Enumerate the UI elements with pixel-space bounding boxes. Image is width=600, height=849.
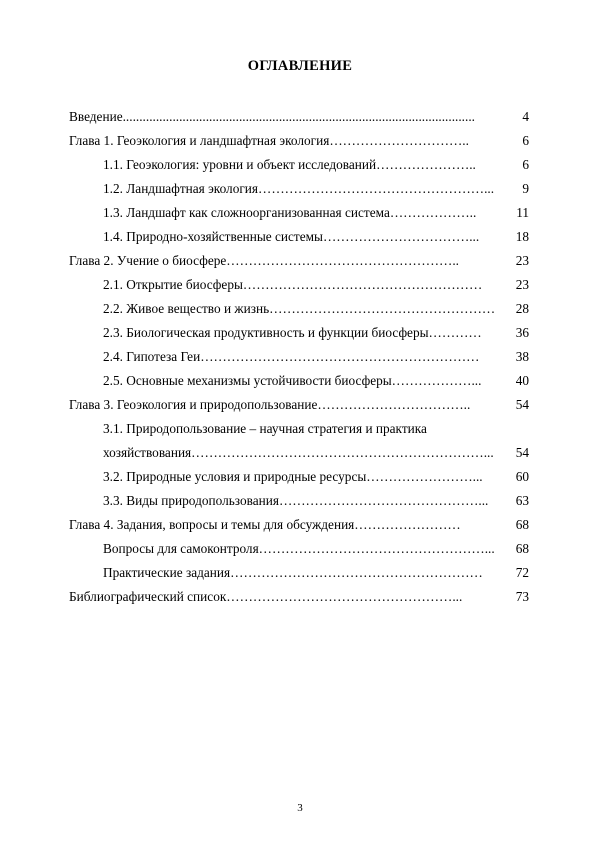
toc-entry (103, 204, 529, 222)
toc-entry (103, 444, 529, 462)
toc-entry (69, 516, 529, 534)
toc-entry (103, 492, 529, 510)
toc-entry-title: Глава 2. Учение о биосфере…………………………………………….. (69, 253, 459, 268)
toc-entry-page: 54 (515, 445, 529, 460)
toc-entry-title: Вопросы для самоконтроля……………………………………………... (103, 541, 495, 556)
toc-entry-title: 1.2. Ландшафтная экология……………………………………………... (103, 181, 495, 196)
toc-entry-title: 2.5. Основные механизмы устойчивости биосферы………………... (103, 373, 482, 388)
toc-entry (103, 324, 529, 342)
toc-entry-page: 28 (515, 301, 529, 316)
toc-entry-title: 2.1. Открытие биосферы……………………………………………… (103, 277, 483, 292)
toc-entry-title: Библиографический список……………………………………………... (69, 589, 463, 604)
toc-entry-page: 6 (522, 157, 529, 172)
toc-entry-page: 40 (515, 373, 529, 388)
toc-entry-page: 63 (515, 493, 529, 508)
toc-entry (103, 468, 529, 486)
toc-entry-title: 1.3. Ландшафт как сложноорганизованная система……………….. (103, 205, 477, 220)
toc-entry (103, 180, 529, 198)
toc-entry-title: Практические задания………………………………………………… (103, 565, 483, 580)
page-title: ОГЛАВЛЕНИЕ (247, 58, 353, 74)
page-number: 3 (297, 802, 303, 814)
toc-entry-title: 3.3. Виды природопользования………………………………………... (103, 493, 489, 508)
toc-entry (103, 540, 529, 558)
toc-entry-title: 2.2. Живое вещество и жизнь…………………………………………… (103, 301, 496, 316)
toc-entry (69, 396, 529, 414)
toc-entry-page: 9 (522, 181, 529, 196)
toc-entry-page: 6 (522, 133, 529, 148)
toc-entry-title: 1.1. Геоэкология: уровни и объект исследований………………….. (103, 157, 476, 172)
toc-entry-title: 1.4. Природно-хозяйственные системы……………………………... (103, 229, 480, 244)
toc-entry (103, 372, 529, 390)
toc-entry-title: Введение.......................................................................................................... (69, 109, 475, 124)
toc-entry-page: 60 (515, 469, 529, 484)
toc-entry-page: 4 (522, 109, 529, 124)
toc-entry-page: 68 (515, 517, 529, 532)
toc-entry-title: 3.1. Природопользование – научная стратегия и практика (103, 421, 427, 436)
toc-entry-title: Глава 1. Геоэкология и ландшафтная экология………………………….. (69, 133, 469, 148)
toc-entry-page: 23 (515, 277, 529, 292)
toc-entry-page: 54 (515, 397, 529, 412)
toc-entry (103, 348, 529, 366)
toc-entry-page: 38 (515, 349, 529, 364)
toc-entry (103, 564, 529, 582)
toc-entry (69, 588, 529, 606)
toc-entry-page: 18 (515, 229, 529, 244)
toc-entry-title: 2.3. Биологическая продуктивность и функции биосферы………… (103, 325, 482, 340)
toc-entry-title: Глава 4. Задания, вопросы и темы для обсуждения…………………… (69, 517, 461, 532)
toc-entry-page: 11 (516, 205, 529, 220)
toc-entry (103, 300, 529, 318)
toc-entry-title: 3.2. Природные условия и природные ресурсы……………………... (103, 469, 483, 484)
toc-entry (103, 228, 529, 246)
toc-entry-page: 73 (515, 589, 529, 604)
toc-entry (103, 156, 529, 174)
toc-entry-title: хозяйствования…………………………………………………………... (103, 445, 494, 460)
toc-entry (69, 132, 529, 150)
toc-entry-page: 68 (515, 541, 529, 556)
toc-entry (69, 252, 529, 270)
toc-entry-title: Глава 3. Геоэкология и природопользование…………………………….. (69, 397, 471, 412)
toc-entry-page: 36 (515, 325, 529, 340)
toc-entry-page: 23 (515, 253, 529, 268)
toc-entry-title: 2.4. Гипотеза Геи……………………………………………………… (103, 349, 480, 364)
toc-entry (69, 108, 529, 126)
toc-entry-page: 72 (515, 565, 529, 580)
toc-entry (103, 420, 529, 438)
toc-entry (103, 276, 529, 294)
